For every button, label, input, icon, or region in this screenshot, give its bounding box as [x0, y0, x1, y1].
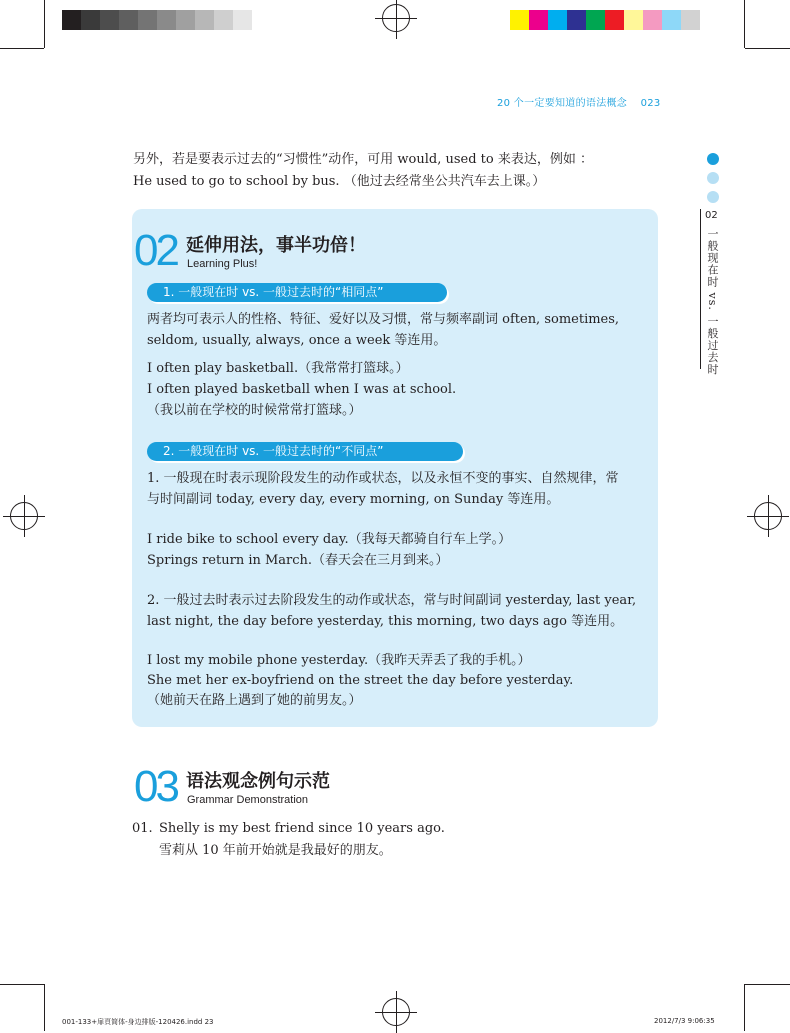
- section-03-subtitle: Grammar Demonstration: [187, 794, 309, 806]
- gray-swatch: [100, 10, 119, 30]
- sub1-example-1: I often play basketball.（我常常打篮球。）: [147, 361, 409, 376]
- side-tab-number: 02: [705, 210, 718, 221]
- footer-filename: 001-133+扉頁简体-身边排版-120426.indd 23: [62, 1018, 214, 1026]
- sub2-point1-example2: Springs return in March.（春天会在三月到来。）: [147, 553, 449, 568]
- sub2-point2-example1: I lost my mobile phone yesterday.（我昨天弄丢了我的手机。）: [147, 653, 531, 668]
- progress-dot: [707, 172, 719, 184]
- gray-swatch: [195, 10, 214, 30]
- page-number: 023: [640, 98, 661, 109]
- subsection-2-label: 2. 一般现在时 vs. 一般过去时的“不同点”: [147, 442, 463, 461]
- side-tab-divider: [700, 209, 701, 369]
- gray-swatch: [119, 10, 138, 30]
- color-swatch: [605, 10, 624, 30]
- progress-dot: [707, 153, 719, 165]
- intro-line-1: 另外，若是要表示过去的“习惯性”动作，可用 would, used to 来表达，例如 ：: [133, 152, 594, 167]
- subsection-1-label: 1. 一般现在时 vs. 一般过去时的“相同点”: [147, 283, 447, 302]
- footer-datetime: 2012/7/3 9:06:35: [654, 1017, 715, 1025]
- color-swatch: [662, 10, 681, 30]
- color-swatch: [586, 10, 605, 30]
- sub2-point2-line2: last night, the day before yesterday, this morning, two days ago 等连用。: [147, 614, 624, 629]
- gray-swatch: [214, 10, 233, 30]
- sub2-point1-line1: 1. 一般现在时表示现阶段发生的动作或状态，以及永恒不变的事实、自然规律，常: [147, 471, 619, 486]
- intro-line-2: He used to go to school by bus. （他过去经常坐公共汽车去上课。）: [133, 174, 546, 189]
- running-header: [497, 94, 661, 109]
- registration-mark-top: [382, 4, 410, 32]
- example-number: 01.: [132, 821, 153, 836]
- sub2-point2-line1: 2. 一般过去时表示过去阶段发生的动作或状态，常与时间副词 yesterday, last year,: [147, 593, 637, 608]
- section-03-title: 语法观念例句示范: [186, 771, 330, 792]
- section-02-title: 延伸用法，事半功倍！: [186, 235, 366, 256]
- section-03-number: 03: [134, 762, 177, 811]
- color-swatch: [567, 10, 586, 30]
- color-swatch: [643, 10, 662, 30]
- registration-mark-left: [10, 502, 38, 530]
- color-swatch: [681, 10, 700, 30]
- sub1-example-2: I often played basketball when I was at school.: [147, 382, 457, 397]
- gray-swatch: [233, 10, 252, 30]
- sub1-text-2: seldom, usually, always, once a week 等连用。: [147, 333, 447, 348]
- gray-swatch: [157, 10, 176, 30]
- color-swatch: [529, 10, 548, 30]
- sub2-point1-line2: 与时间副词 today, every day, every morning, on Sunday 等连用。: [147, 492, 560, 507]
- gray-swatch: [81, 10, 100, 30]
- progress-dot: [707, 191, 719, 203]
- sub1-example-3: （我以前在学校的时候常常打篮球。）: [147, 403, 362, 418]
- color-swatch: [624, 10, 643, 30]
- gray-swatch: [176, 10, 195, 30]
- sub2-point2-example2: She met her ex-boyfriend on the street the day before yesterday.: [147, 673, 574, 688]
- registration-mark-bottom: [382, 998, 410, 1026]
- color-swatch: [510, 10, 529, 30]
- example-chinese: 雪莉从 10 年前开始就是我最好的朋友。: [159, 843, 392, 858]
- side-tab-label: 一般现在时 vs. 一般过去时: [706, 228, 719, 376]
- registration-mark-right: [754, 502, 782, 530]
- sub2-point1-example1: I ride bike to school every day.（我每天都骑自行车上学。）: [147, 532, 512, 547]
- sub1-text-1: 两者均可表示人的性格、特征、爱好以及习惯，常与频率副词 often, sometimes,: [147, 312, 620, 327]
- gray-swatch: [138, 10, 157, 30]
- running-title: 20 个一定要知道的语法概念: [497, 98, 628, 109]
- gray-swatch: [62, 10, 81, 30]
- example-english: Shelly is my best friend since 10 years ago.: [159, 821, 445, 836]
- section-02-subtitle: Learning Plus!: [187, 258, 258, 270]
- sub2-point2-example3: （她前天在路上遇到了她的前男友。）: [147, 693, 362, 708]
- section-02-number: 02: [134, 226, 177, 275]
- color-swatch: [548, 10, 567, 30]
